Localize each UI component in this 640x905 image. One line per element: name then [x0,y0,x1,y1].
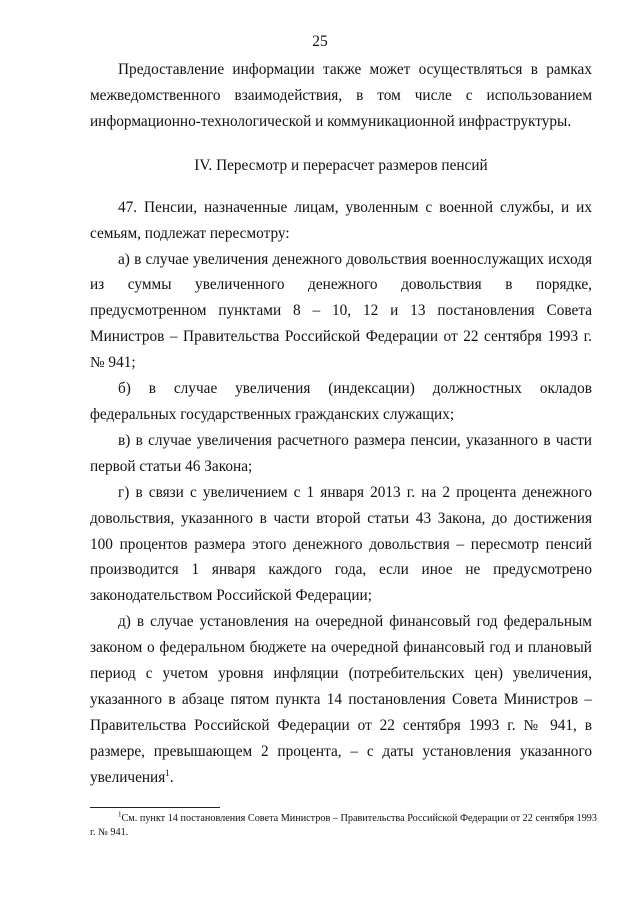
document-body [90,57,592,791]
footnote-mark: 1 [118,810,122,819]
footnote-separator [90,807,220,808]
item-g: г) в связи с увеличением с 1 января 2013 г. на 2 процента денежного довольствия, указанного в части второй статьи 43 Закона, до достижения 100 процентов размера этого денежного довольствия – пересмотр пенсий производится 1 января каждого года, если иное не предусмотрено законодательством Российской Федерации; [90,483,592,605]
item-d [90,609,592,790]
footnote-reference[interactable]: 1 [165,767,170,778]
paragraph-47: 47. Пенсии, назначенные лицам, уволенным с военной службы, и их семьям, подлежат пересмотру: [90,198,592,242]
item-v: в) в случае увеличения расчетного размера пенсии, указанного в части первой статьи 46 Закона; [90,431,592,475]
item-d-end: . [169,768,174,786]
item-b: б) в случае увеличения (индексации) должностных окладов федеральных государственных гражданских служащих; [90,380,592,423]
footnote [90,812,597,840]
footnote-text: См. пункт 14 постановления Совета Министров – Правительства Российской Федерации от 22 сентября 1993 г. № 941. [90,813,597,838]
item-a: а) в случае увеличения денежного довольствия военнослужащих исходя из суммы увеличенного денежного довольствия в порядке, предусмотренном пунктами 8 – 10, 12 и 13 постановления Совета Министров – Правительства Российской Федерации от 22 сентября 1993 г. № 941; [90,250,592,372]
page-number: 25 [312,33,328,50]
item-d-text: д) в случае установления на очередной финансовый год федеральным законом о федеральном бюджете на очередной финансовый год и плановый период с учетом уровня инфляции (потребительских цен) увеличения, указанного в абзаце пятом пункта 14 постановления Совета Министров – Правительства Российской Федерации от 22 сентября 1993 г. № 941, в размере, превышающем 2 процента, – с даты установления указанного увеличения [90,613,592,786]
section-heading: IV. Пересмотр и перерасчет размеров пенсий [194,156,488,174]
intro-paragraph: Предоставление информации также может осуществляться в рамках межведомственного взаимодействия, в том числе с использованием информационно-технологической и коммуникационной инфраструктуры. [90,61,592,130]
